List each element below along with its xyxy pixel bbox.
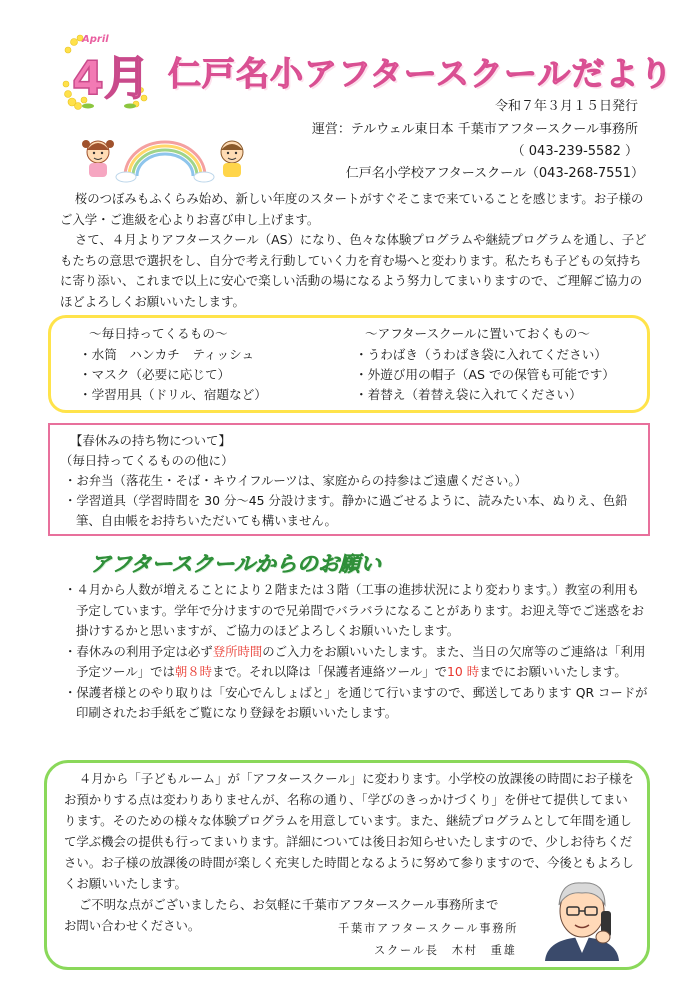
daily-items-column	[71, 324, 267, 405]
spring-subheading: （毎日持ってくるものの他に）	[60, 453, 234, 468]
list-item: ・お弁当（落花生・そば・キウイフルーツは、家庭からの持参はご遠慮ください。）	[64, 473, 527, 488]
rainbow-icon	[80, 132, 250, 184]
logo-month: 4月	[72, 51, 151, 105]
list-item: ・４月から人数が増えることにより２階または３階（工事の進捗状況により変わります。）教室の利用も予定しています。学年で分けますので兄弟間でバラバラになることがあります。お迎え等でご迷惑をお掛けするかと思いますが、ご協力のほどよろしくお願いいたします。	[64, 582, 644, 638]
requests-title: アフタースクールからのお願い	[90, 552, 382, 576]
operator: 運営：テルウェル東日本 千葉市アフタースクール事務所	[311, 122, 638, 137]
list-item: ・着替え（着替え袋に入れてください）	[355, 387, 582, 402]
highlight-text: 10 時	[447, 664, 480, 679]
spring-break-box	[48, 423, 650, 536]
intro-text	[60, 189, 650, 312]
list-item: ・外遊び用の帽子（AS での保管も可能です）	[355, 367, 615, 382]
message-closing: ご不明な点がございましたら、お気軽に千葉市アフタースクール事務所まで	[78, 897, 499, 912]
keep-items-column	[347, 324, 615, 405]
highlight-text: 登所時間	[212, 643, 263, 659]
list-item: ・学習道具（学習時間を 30 分～45 分設けます。静かに過ごせるように、読みたい本、ぬりえ、色鉛筆、自由帳をお持ちいただいても構いません。	[64, 493, 628, 528]
list-item: ・うわばき（うわばき袋に入れてください）	[355, 347, 607, 362]
daily-heading: ～毎日持ってくるもの～	[89, 326, 228, 341]
boy-icon	[221, 141, 243, 177]
requests-list	[60, 580, 650, 724]
list-item: ・マスク（必要に応じて）	[79, 367, 231, 382]
intro-paragraph: 桜のつぼみもふくらみ始め、新しい年度のスタートがすぐそこまで来ていることを感じます。お子様のご入学・ご進級を心よりお喜び申し上げます。	[60, 191, 644, 227]
person-phone-icon	[537, 875, 627, 961]
operator-phone: （ 043-239-5582 ）	[511, 144, 638, 159]
list-item: ・水筒 ハンカチ ティッシュ	[79, 347, 255, 362]
issue-date: 令和７年３月１５日発行	[494, 99, 638, 114]
message-closing-2: お問い合わせください。	[64, 918, 201, 933]
girl-icon	[82, 140, 114, 177]
intro-paragraph: さて、４月よりアフタースクール（AS）になり、色々な体験プログラムや継続プログラムを通し、子どもたちの意思で選択をし、自分で考え行動していく力を育む場へと変わります。私たちも子どもの気持ちに寄り添い、これまで以上に安心で楽しい活動の場になるよう努力してまいりますので、ご理解ご協力のほどよろしくお願いいたします。	[60, 232, 647, 309]
signature-org: 千葉市アフタースクール事務所	[338, 922, 519, 935]
newsletter-title: 仁戸名小アフタースクールだより	[168, 54, 674, 93]
list-item: ・保護者様とのやり取りは「安心でんしょばと」を通じて行いますので、郵送してあります QR コードが印刷されたお手紙をご覧になり登録をお願いいたします。	[64, 684, 648, 720]
principal-avatar	[537, 875, 627, 961]
spring-heading: 【春休みの持ち物について】	[70, 433, 231, 448]
month-logo	[62, 32, 152, 110]
keep-heading: ～アフタースクールに置いておくもの～	[365, 326, 590, 341]
signature-name: スクール長 木村 重雄	[374, 944, 517, 957]
kids-rainbow-illustration	[80, 132, 250, 184]
school-contact: 仁戸名小学校アフタースクール（043-268-7551）	[345, 166, 644, 181]
logo-word: April	[82, 34, 109, 45]
list-item: ・春休みの利用予定は必ず登所時間のご入力をお願いいたします。また、当日の欠席等のご連絡は「利用予定ツール」では朝８時まで。それ以降は「保護者連絡ツール」で10 時までにお願いいたします。	[64, 643, 646, 679]
highlight-text: 朝８時	[174, 664, 213, 679]
belongings-box	[48, 315, 650, 413]
list-item: ・学習用具（ドリル、宿題など）	[79, 387, 267, 402]
message-body: ４月から「子どもルーム」が「アフタースクール」に変わります。小学校の放課後の時間にお子様をお預かりする点は変わりありませんが、名称の通り、「学びのきっかけづくり」を併せて提供してまいります。そのための様々な体験プログラムを用意しています。また、継続プログラムとして年間を通して学ぶ機会の提供も行ってまいります。詳細については後日お知らせいたしますので、少しお待ちください。お子様の放課後の時間が楽しく充実した時間となるように努めて参りますので、今後ともよろしくお願いいたします。	[64, 771, 634, 891]
